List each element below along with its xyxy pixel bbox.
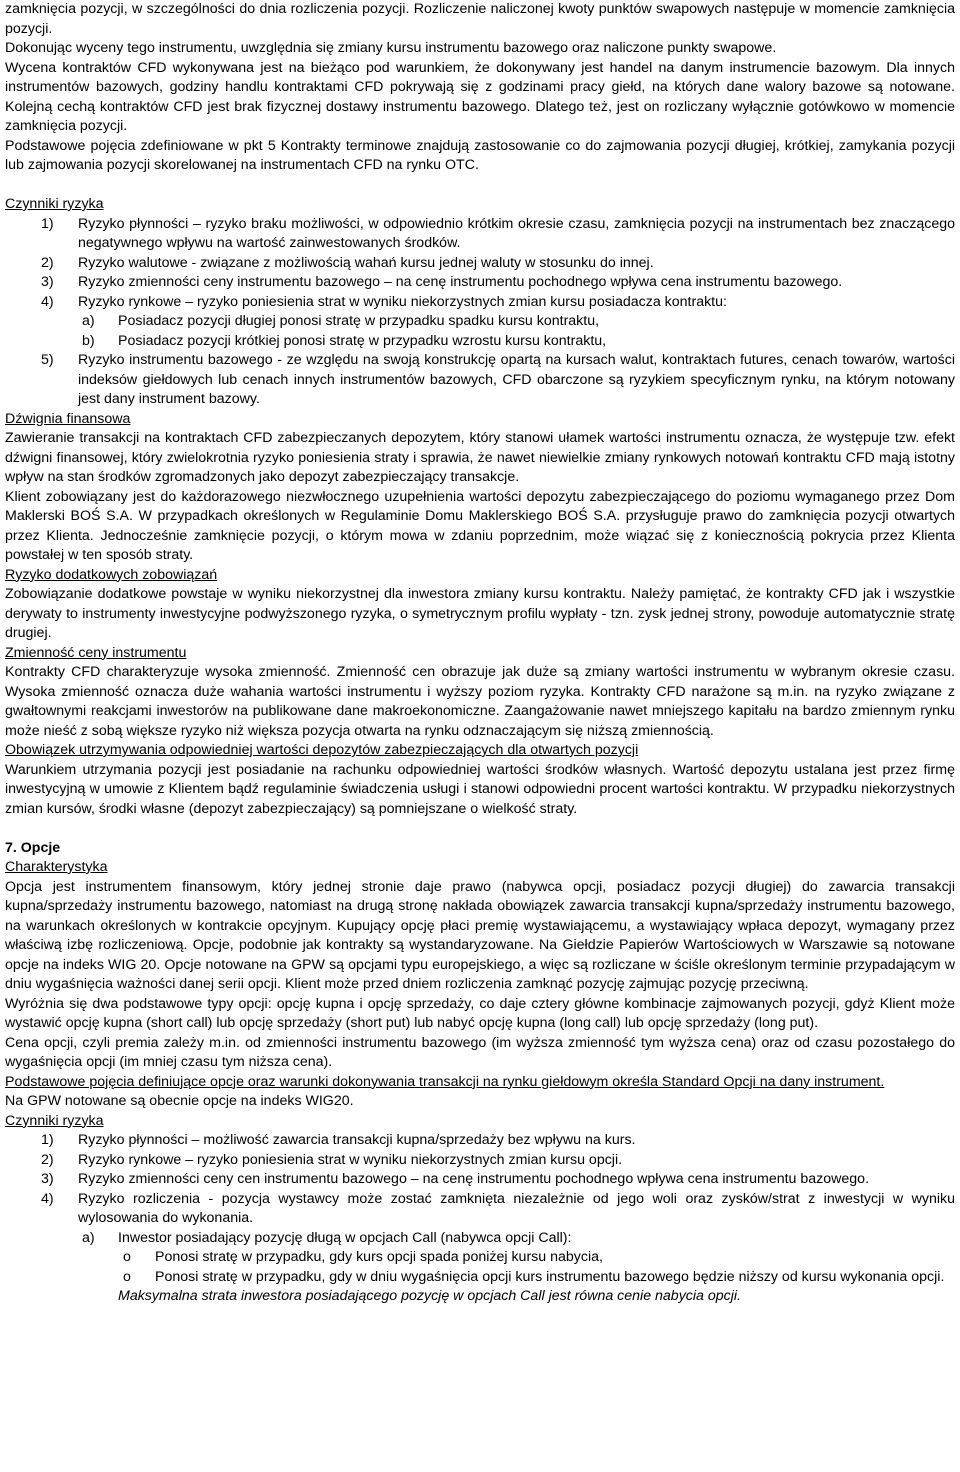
bullet-item: [5, 1248, 955, 1268]
list-item-text: Posiadacz pozycji krótkiej ponosi stratę w przypadku wzrostu kursu kontraktu,: [118, 332, 607, 349]
list-item: [5, 273, 955, 293]
list-item-text: Ponosi stratę w przypadku, gdy kurs opcji spada poniżej kursu nabycia,: [155, 1249, 603, 1265]
list-item-text: Posiadacz pozycji długiej ponosi stratę w przypadku spadku kursu kontraktu,: [118, 313, 600, 329]
list-number: a): [82, 313, 95, 329]
risk-list: [5, 1131, 955, 1307]
list-number: 2): [41, 254, 54, 271]
list-item: [5, 1190, 955, 1229]
list-item: [5, 215, 955, 254]
paragraph: Zawieranie transakcji na kontraktach CFD zabezpieczanych depozytem, który stanowi ułamek wartości instrumentu oznacza, że występuje tzw. efekt dźwigni finansowej, który zwielokrotnia ryzyko poniesienia straty i sprawia, że nawet niewielkie zmiany rynkowych notowań kontraktu CFD mają istotny wpływ na stan środków zgromadzonych jako depozyt zabezpieczający transakcje.: [5, 430, 955, 485]
paragraph: Dokonując wyceny tego instrumentu, uwzględnia się zmiany kursu instrumentu bazowego oraz naliczone punkty swapowe.: [5, 40, 777, 56]
list-number: 4): [41, 293, 54, 310]
document-page: [5, 0, 955, 1307]
paragraph: Wyróżnia się dwa podstawowe typy opcji: opcję kupna i opcję sprzedaży, co daje cztery główne kombinacje zajmowanych pozycji, gdyż Klient może wystawić opcję kupna (short call) lub opcję sprzedaży (short put) lub nabyć opcję kupna (long call) lub opcję sprzedaży (long put).: [5, 995, 955, 1031]
paragraph: Wycena kontraktów CFD wykonywana jest na bieżąco pod warunkiem, że dokonywany jest handel na danym instrumencie bazowym. Dla innych instrumentów bazowych, godziny handlu kontraktami CFD pokrywają się z godzinami pracy giełd, na których dane walory bazowe są notowane. Kolejną cechą kontraktów CFD jest brak fizycznej dostawy instrumentu bazowego. Dlatego też, jest on rozliczany wyłącznie gotówkowo w momencie zamknięcia pozycji.: [5, 59, 955, 134]
list-number: a): [82, 1229, 95, 1246]
paragraph: Opcja jest instrumentem finansowym, który jednej stronie daje prawo (nabywca opcji, posiadacz pozycji długiej) do zawarcia transakcji kupna/sprzedaży instrumentu bazowego, natomiast na drugą stronę nakłada obowiązek zawarcia transakcji kupna/sprzedaży instrumentu bazowego, na warunkach określonych w kontrakcie opcyjnym. Kupujący opcję płaci premię wystawiającemu, a wystawiający wpłaca depozyt, wymagany przez właściwą izbę rozliczeniową. Opcje, podobnie jak kontrakty są wystandaryzowane. Na Giełdzie Papierów Wartościowych w Warszawie są notowane opcje na indeks WIG 20. Opcje notowane na GPW są opcjami typu europejskiego, a więc są rozliczane w ściśle określonym terminie przypadającym w dniu wygaśnięcia ważności danej serii opcji. Klient może przed dniem rozliczenia zamknąć pozycję zajmując pozycję przeciwną.: [5, 878, 955, 992]
list-item-text: Ryzyko zmienności ceny instrumentu bazowego – na cenę instrumentu pochodnego wpływa cena instrumentu bazowego.: [78, 274, 843, 290]
bullet-marker: o: [123, 1268, 131, 1285]
bullet-marker: o: [123, 1249, 131, 1265]
sub-list-item: [5, 332, 955, 352]
risk-list: [5, 215, 955, 410]
list-item: [5, 351, 955, 410]
paragraph: Na GPW notowane są obecnie opcje na indeks WIG20.: [5, 1093, 354, 1109]
list-item-text: Ryzyko zmienności ceny cen instrumentu bazowego – na cenę instrumentu pochodnego wpływa cena instrumentu bazowego.: [78, 1171, 870, 1187]
list-number: 5): [41, 352, 54, 368]
spacer: [5, 819, 955, 839]
paragraph: Warunkiem utrzymania pozycji jest posiadanie na rachunku odpowiedniej wartości środków własnych. Wartość depozytu ustalana jest przez firmę inwestycyjną w umowie z Klientem bądź regulaminie świadczenia usługi i stanowi odpowiedni procent wartości kontraktu. W przypadku niekorzystnych zmian kursów, środki własne (depozyt zabezpieczający) są pomniejszane o wielkość straty.: [5, 761, 955, 817]
spacer: [5, 176, 955, 196]
list-item-text: Ryzyko płynności – możliwość zawarcia transakcji kupna/sprzedaży bez wpływu na kurs.: [78, 1132, 636, 1148]
list-item-text: Ponosi stratę w przypadku, gdy w dniu wygaśnięcia opcji kurs instrumentu bazowego będzie niższy od kursu wykonania opcji.: [155, 1268, 945, 1285]
paragraph: Podstawowe pojęcia zdefiniowane w pkt 5 Kontrakty terminowe znajdują zastosowanie co do zajmowania pozycji długiej, krótkiej, zamykania pozycji lub zajmowania pozycji skorelowanej na instrumentach CFD na rynku OTC.: [5, 137, 955, 173]
list-number: 2): [41, 1151, 54, 1168]
paragraph: Cena opcji, czyli premia zależy m.in. od zmienności instrumentu bazowego (im wyższa zmienność tym wyższa cena) oraz od czasu pozostałego do wygaśnięcia opcji (im mniej czasu tym niższa cena).: [5, 1034, 955, 1070]
list-item-text: Ryzyko instrumentu bazowego - ze względu na swoją konstrukcję opartą na kursach walut, kontraktach futures, cenach towarów, wartości indeksów giełdowych lub cenach innych instrumentów bazowych, CFD obarczone są ryzykiem specyficznym rynku, na którym notowany jest dany instrument bazowy.: [78, 352, 955, 407]
list-number: 3): [41, 274, 54, 290]
list-number: 1): [41, 1132, 54, 1148]
list-item-text: Ryzyko rynkowe – ryzyko poniesienia strat w wyniku niekorzystnych zmian kursu opcji.: [78, 1151, 623, 1168]
section-heading: Ryzyko dodatkowych zobowiązań: [5, 566, 218, 583]
list-item-text: Ryzyko płynności – ryzyko braku możliwości, w odpowiednio krótkim okresie czasu, zamknięcia pozycji na instrumentach bez znaczącego negatywnego wpływu na wartość zainwestowanych środków.: [78, 215, 955, 251]
list-item: [5, 1151, 955, 1171]
section-heading: Podstawowe pojęcia definiujące opcje oraz warunki dokonywania transakcji na rynku giełdowym określa Standard Opcji na dany instrument.: [5, 1073, 885, 1090]
paragraph: Kontrakty CFD charakteryzuje wysoka zmienność. Zmienność cen obrazuje jak duże są zmiany wartości instrumentu w wybranym okresie czasu. Wysoka zmienność oznacza duże wahania wartości instrumentu i wyższy poziom ryzyka. Kontrakty CFD narażone są m.in. na ryzyko związane z gwałtownymi reakcjami inwestorów na publikowane dane makroekonomiczne. Zaangażowanie nawet mniejszego kapitału na bardzo zmiennym rynku może nieść z sobą większe ryzyko niż większa pozycja otwarta na rynku odznaczającym się niższą zmiennością.: [5, 664, 955, 739]
list-number: 3): [41, 1171, 54, 1187]
bullet-item: [5, 1268, 955, 1288]
section-heading: Czynniki ryzyka: [5, 1112, 104, 1129]
list-item-text: Ryzyko rynkowe – ryzyko poniesienia strat w wyniku niekorzystnych zmian kursu posiadacza kontraktu:: [78, 293, 727, 310]
section-title: 7. Opcje: [5, 839, 61, 856]
section-heading: Charakterystyka: [5, 859, 108, 875]
list-number: 1): [41, 215, 54, 232]
section-heading: Czynniki ryzyka: [5, 196, 104, 212]
paragraph: Klient zobowiązany jest do każdorazowego niezwłocznego uzupełnienia wartości depozytu zabezpieczającego do poziomu wymaganego przez Dom Maklerski BOŚ S.A. W przypadkach określonych w Regulaminie Domu Maklerskiego BOŚ S.A. przysługuje prawo do zamknięcia pozycji otwartych przez Klienta. Jednocześnie zamknięcie pozycji, o którym mowa w zdaniu poprzednim, może wiązać się z koniecznością pokrycia przez Klienta powstałej w ten sposób straty.: [5, 488, 955, 563]
list-number: b): [82, 332, 95, 349]
section-heading: Dźwignia finansowa: [5, 410, 131, 427]
paragraph: zamknięcia pozycji, w szczególności do dnia rozliczenia pozycji. Rozliczenie naliczonej kwoty punktów swapowych następuje w momencie zamknięcia pozycji.: [5, 1, 955, 37]
list-item: [5, 1131, 955, 1151]
list-item-text: Inwestor posiadający pozycję długą w opcjach Call (nabywca opcji Call):: [118, 1229, 572, 1246]
list-item-text: Ryzyko rozliczenia - pozycja wystawcy może zostać zamknięta niezależnie od jego woli oraz zysków/strat z inwestycji w wyniku wylosowania do wykonania.: [78, 1190, 955, 1226]
sub-list-item: [5, 312, 955, 332]
max-loss-note: [5, 1287, 955, 1307]
section-heading: Obowiązek utrzymywania odpowiedniej wartości depozytów zabezpieczających dla otwartych pozycji: [5, 742, 639, 758]
italic-note: Maksymalna strata inwestora posiadającego pozycję w opcjach Call jest równa cenie nabycia opcji.: [118, 1288, 741, 1304]
list-item: [5, 254, 955, 274]
list-item-text: Ryzyko walutowe - związane z możliwością wahań kursu jednej waluty w stosunku do innej.: [78, 254, 654, 271]
list-item: [5, 293, 955, 313]
paragraph: Zobowiązanie dodatkowe powstaje w wyniku niekorzystnej dla inwestora zmiany kursu kontraktu. Należy pamiętać, że kontrakty CFD jak i wszystkie derywaty to instrumenty inwestycyjne podwyższonego ryzyka, o symetrycznym profilu wypłaty - tzn. zysk jednej strony, powoduje automatycznie stratę drugiej.: [5, 586, 955, 641]
list-item: [5, 1170, 955, 1190]
sub-list-item: [5, 1229, 955, 1249]
section-heading: Zmienność ceny instrumentu: [5, 644, 187, 661]
list-number: 4): [41, 1190, 54, 1207]
